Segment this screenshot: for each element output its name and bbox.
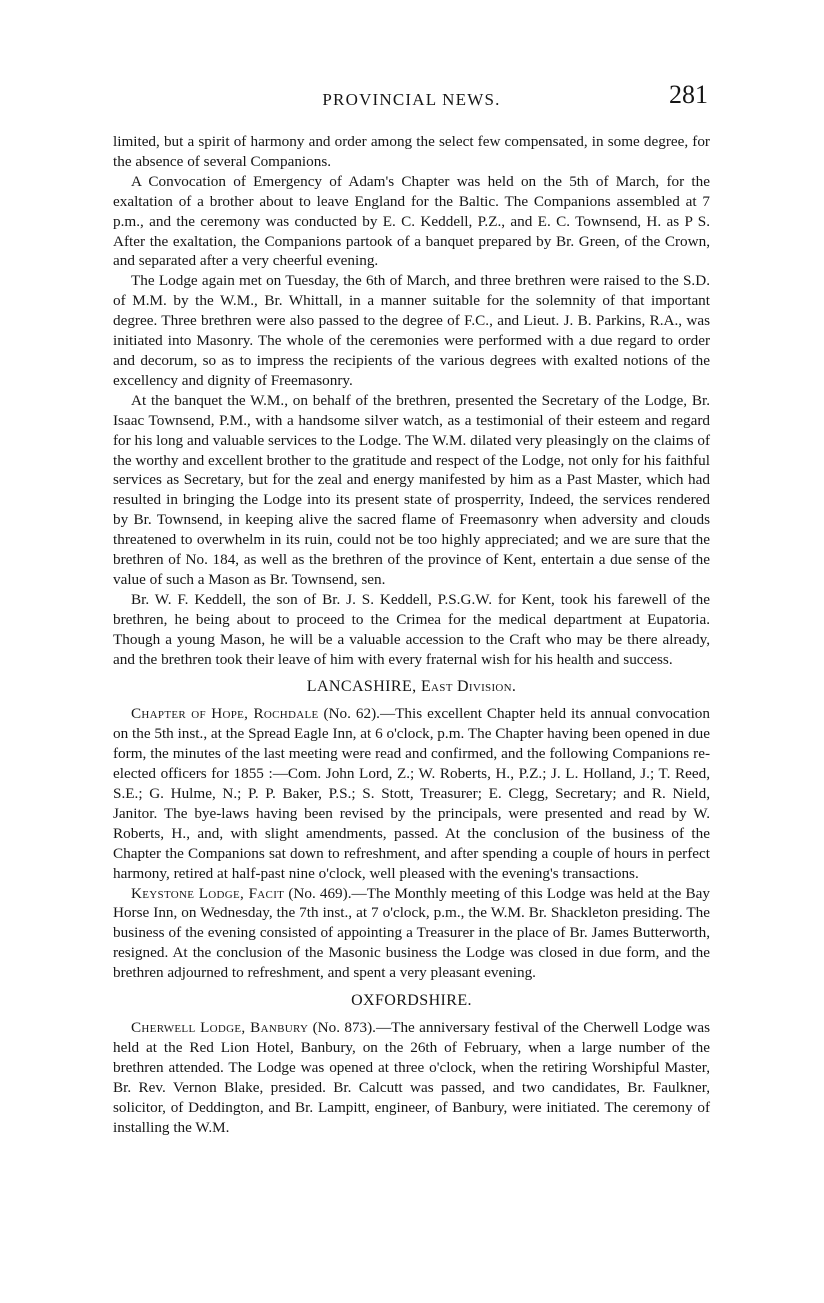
paragraph-chapter-of-hope xyxy=(113,704,710,883)
page-header xyxy=(113,80,710,120)
paragraph-text: (No. 873).—The anniversary festival of the Cherwell Lodge was held at the Red Lion Hotel, Banbury, on the 26th of February, when a large number of the brethren attended. The Lodge was opened at three o'clock, when the retiring Worshipful Master, Br. Rev. Vernon Blake, presided. Br. Calcutt was passed, and two candidates, Br. Faulkner, solicitor, of Deddington, and Br. Lampitt, engineer, of Banbury, were initiated. The ceremony of installing the W.M. xyxy=(113,1018,710,1136)
lodge-name: Keystone Lodge, Facit xyxy=(131,884,285,902)
section-heading-lancashire xyxy=(113,677,710,697)
running-title: PROVINCIAL NEWS. xyxy=(322,90,501,109)
lodge-name: Cherwell Lodge, Banbury xyxy=(131,1018,309,1036)
paragraph: Br. W. F. Keddell, the son of Br. J. S. Keddell, P.S.G.W. for Kent, took his farewell of the brethren, he being about to proceed to the Crimea for the medical department at Eupatoria. Though a young Mason, he will be a valuable accession to the Craft who may be there already, and the brethren took their leave of him with every fraternal wish for his health and success. xyxy=(113,590,710,668)
paragraph: limited, but a spirit of harmony and order among the select few compensated, in some degree, for the absence of several Companions. xyxy=(113,133,710,170)
paragraph-text: (No. 469).—The Monthly meeting of this Lodge was held at the Bay Horse Inn, on Wednesday, the 7th inst., at 7 o'clock, p.m., the W.M. Br. Shackleton presiding. The business of the evening consisted of appointing a Treasurer in the place of Br. James Butterworth, resigned. At the conclusion of the Masonic business the Lodge was closed in due form, and the brethren adjourned to refreshment, and spent a very pleasant evening. xyxy=(113,884,710,982)
lodge-name: Chapter of Hope, Rochdale xyxy=(131,705,319,723)
page-number: 281 xyxy=(669,80,708,109)
section-heading-sub: East Division. xyxy=(420,678,517,696)
paragraph: A Convocation of Emergency of Adam's Chapter was held on the 5th of March, for the exaltation of a brother about to leave England for the Baltic. The Companions assembled at 7 p.m., and the ceremony was conducted by E. C. Keddell, P.Z., and E. C. Townsend, H. as P S. After the exaltation, the Companions partook of a banquet prepared by Br. Green, of the Crown, and separated after a very cheerful evening. xyxy=(113,172,710,270)
paragraph-cherwell-lodge xyxy=(113,1018,710,1137)
section-heading-oxfordshire: OXFORDSHIRE. xyxy=(351,992,472,1010)
paragraph-keystone-lodge xyxy=(113,884,710,984)
paragraph-text: (No. 62).—This excellent Chapter held its annual convocation on the 5th inst., at the Spread Eagle Inn, at 6 o'clock, p.m. The Chapter having been opened in due form, the minutes of the last meeting were read and confirmed, and the following Companions re-elected officers for 1855 :—Com. John Lord, Z.; W. Roberts, H., P.Z.; J. L. Holland, J.; T. Reed, S.E.; G. Hulme, N.; P. P. Baker, P.S.; S. Stott, Treasurer; E. Clegg, Secretary; and R. Nield, Janitor. The bye-laws having been revised by the principals, were presented and read by W. Roberts, H., and, with slight amendments, passed. At the conclusion of the business of the Chapter the Companions sat down to refreshment, and after spending a couple of hours in perfect harmony, retired at half-past nine o'clock, well pleased with the evening's transactions. xyxy=(113,705,710,882)
paragraph: At the banquet the W.M., on behalf of the brethren, presented the Secretary of the Lodge, Br. Isaac Townsend, P.M., with a handsome silver watch, as a testimonial of their esteem and regard for his long and valuable services to the Lodge. The W.M. dilated very pleasingly on the claims of the worthy and excellent brother to the gratitude and respect of the Lodge, not only for his faithful services as Secretary, but for the zeal and energy manifested by him as a Past Master, which had resulted in bringing the Lodge into its present state of prosperrity, Indeed, the services rendered by Br. Townsend, in keeping alive the sacred flame of Freemasonry when adversity and clouds threatened to overwhelm in its ruin, could not be too highly appreciated; and we are sure that the brethren of No. 184, as well as the brethren of the province of Kent, entertain a due sense of the value of such a Mason as Br. Townsend, sen. xyxy=(113,391,710,588)
section-heading-main: LANCASHIRE, xyxy=(306,678,417,696)
paragraph: The Lodge again met on Tuesday, the 6th of March, and three brethren were raised to the S.D. of M.M. by the W.M., Br. Whittall, in a manner suitable for the solemnity of that important degree. Three brethren were also passed to the degree of F.C., and Lieut. J. B. Parkins, R.A., was initiated into Masonry. The whole of the ceremonies were performed with a due regard to order and decorum, so as to impress the recipients of the various degrees with exalted notions of the excellency and dignity of Freemasonry. xyxy=(113,272,710,389)
article-body xyxy=(113,132,710,1137)
